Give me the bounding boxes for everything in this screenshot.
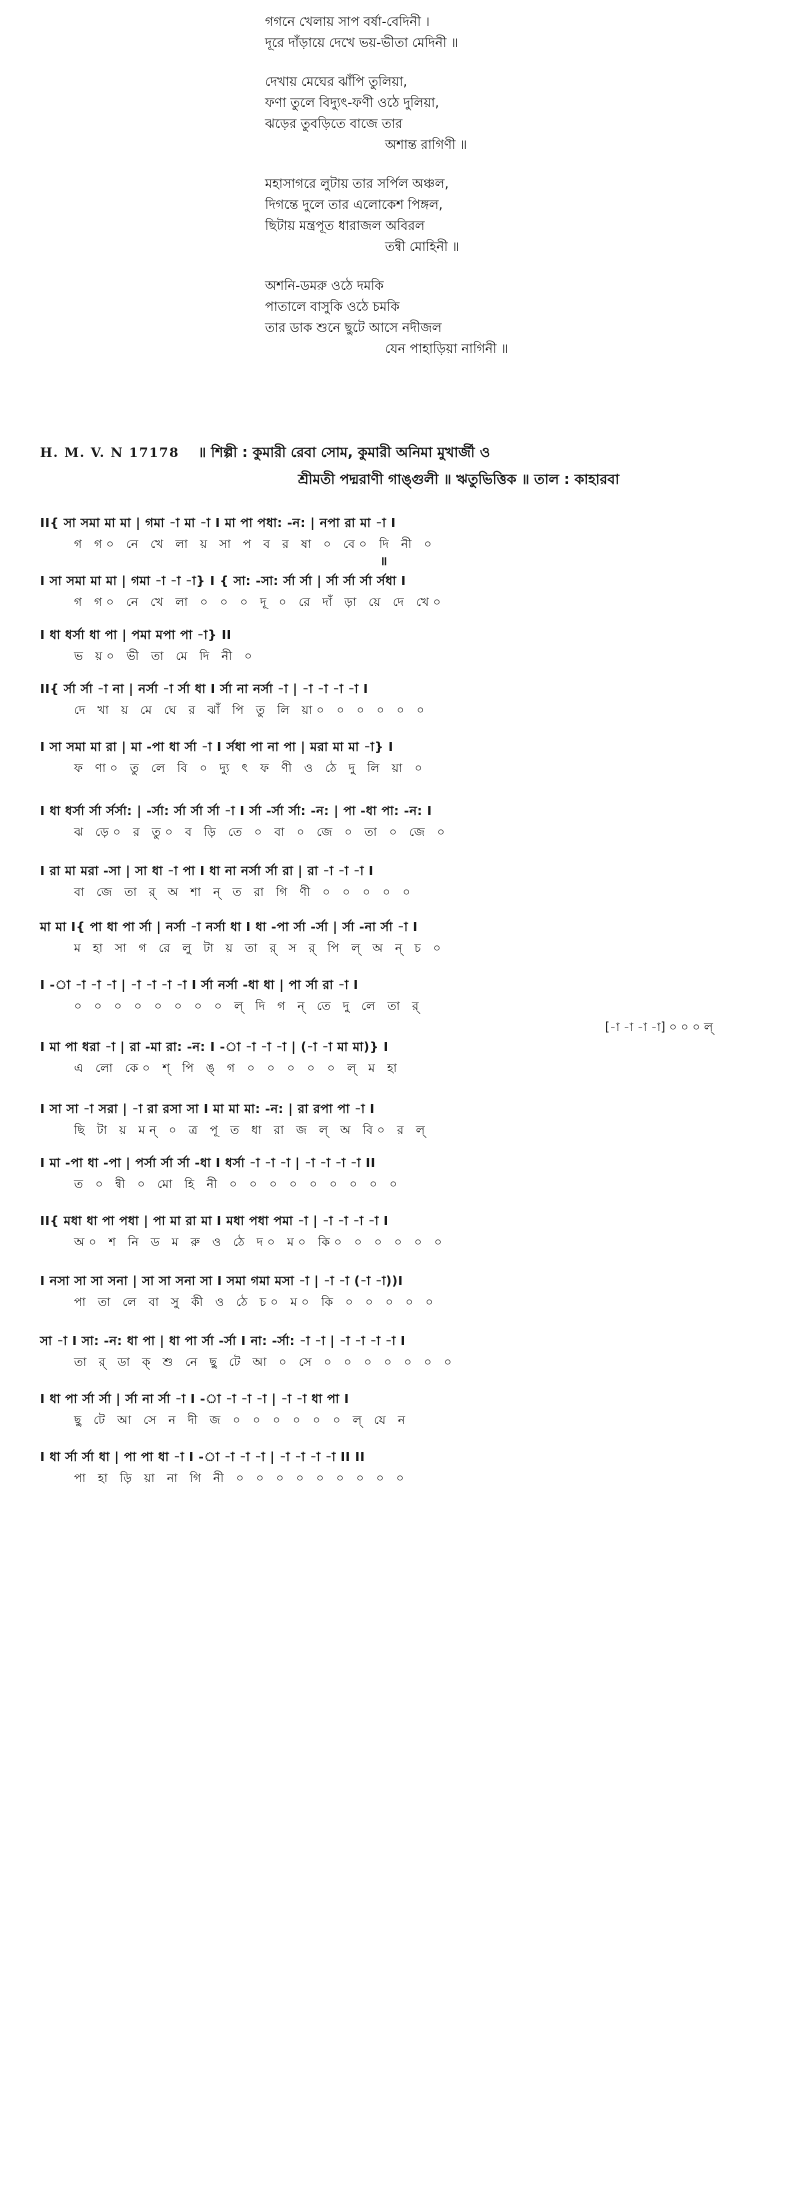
notation-block — [40, 1330, 780, 1372]
notation-lyric-row: ত ০ ন্বী ০ মো হি নী ০ ০ ০ ০ ০ ০ ০ ০ ০ — [74, 1177, 402, 1191]
notation-swara-row: I ধা র্সা র্সা ধা | পা পা ধা -া I -া -া -া -া | -া -া -া -া II II — [40, 1449, 365, 1464]
notation-swara-row: I নসা সা সা সনা | সা সা সনা সা I সমা গমা মসা -া | -া -া (-া -া))I — [40, 1273, 403, 1288]
notation-swara-row: II{ মধা ধা পা পধা | পা মা রা মা I মধা পধা পমা -া | -া -া -া -া I — [40, 1213, 389, 1228]
notation-swara-row: সা -া I সা: -ন: ধা পা | ধা পা র্সা -র্সা I না: -র্সা: -া -া | -া -া -া -া I — [40, 1333, 406, 1348]
lyrics-line: দেখায় মেঘের ঝাঁপি তুলিয়া, — [265, 75, 408, 90]
notation-block — [40, 974, 780, 1016]
notation-swara-row: I ধা ধর্সা ধা পা | পমা মপা পা -া} II — [40, 627, 232, 642]
notation-lyric-row: ম হা সা গ রে লু টা য় তা র্ স র্ পি ল্ অ ন্ চ ০ — [74, 941, 446, 955]
notation-block — [40, 1446, 780, 1488]
notation-block — [40, 1152, 780, 1194]
notation-block — [40, 916, 780, 958]
lyrics-line: যেন পাহাড়িয়া নাগিনী ॥ — [385, 342, 509, 357]
notation-swara-row: I সা সমা মা রা | মা -পা ধা র্সা -া I র্সধা পা না পা | মরা মা মা -া} I — [40, 739, 394, 754]
header-line-2: শ্রীমতী পদ্মরাণী গাঙ্গুলী ॥ ঋতুভিত্তিক ॥ তাল : কাহারবা — [298, 472, 620, 488]
notation-block — [40, 1018, 780, 1078]
notation-lyric-row: ছি টা য় মন্ ০ ত্র পূ ত ধা রা জ ল্ অ বি০ র ল্ — [74, 1123, 430, 1137]
lyrics-stanza-4 — [265, 276, 685, 360]
header-line-1 — [40, 440, 780, 467]
notation-block — [40, 736, 780, 778]
lyrics-stanza-1 — [265, 12, 685, 54]
notation-block — [40, 624, 780, 666]
notation-lyric-row: গ গ০ নে খে লা ০ ০ ০ দূ ০ রে দাঁ ড়া য়ে দে খে০ — [74, 595, 446, 609]
notation-block — [40, 1098, 780, 1140]
notation-lyric-row: দে খা য় মে ঘে র ঝাঁ পি তু লি য়া০ ০ ০ ০ ০ ০ — [74, 703, 429, 717]
lyrics-line: দিগন্তে দুলে তার এলোকেশ পিঙ্গল, — [265, 198, 443, 213]
notation-block — [40, 860, 780, 902]
notation-lyric-row: গ গ০ নে খে লা য় সা প ব র ষা ০ বে০ দি নী ০ — [74, 537, 436, 551]
notation-swara-row: I রা মা মরা -সা | সা ধা -া পা I ধা না নর্সা র্সা রা | রা -া -া -া I — [40, 863, 374, 878]
notation-swara-row: I মা -পা ধা -পা | পর্সা র্সা র্সা -ধা I ধর্সা -া -া -া | -া -া -া -া II — [40, 1155, 376, 1170]
notation-lyric-row: তা র্ ডা ক্ শু নে ছু টে আ ০ সে ০ ০ ০ ০ ০ ০ ০ — [74, 1355, 456, 1369]
lyrics-line: অশান্ত রাগিণী ॥ — [385, 138, 468, 153]
notation-lyric-row: অ০ শ নি ড ম রু ও ঠে দ০ ম০ কি০ ০ ০ ০ ০ ০ — [74, 1235, 447, 1249]
lyrics-line: গগনে খেলায় সাপ বর্ষা-বেদিনী । — [265, 15, 430, 30]
notation-bar-mark: ॥ — [380, 554, 388, 568]
notation-lyric-row: এ লো কে০ শ্ পি ঙ্ গ ০ ০ ০ ০ ০ ল্ ম হা — [74, 1061, 402, 1075]
notation-lyric-row: পা হা ড়ি য়া না গি নী ০ ০ ০ ০ ০ ০ ০ ০ ০ — [74, 1471, 409, 1485]
notation-lyric-row: ভ য়০ ভী তা মে দি নী ০ — [74, 649, 257, 663]
notation-lyric-row: ০ ০ ০ ০ ০ ০ ০ ০ ল্ দি গ ন্ তে দু লে তা র্ — [74, 999, 423, 1013]
song-lyrics — [265, 12, 685, 378]
notation-lyric-row: ফ ণা০ তু লে বি ০ দ্যু ৎ ফ ণী ও ঠে দু লি য়া ০ — [74, 761, 427, 775]
lyrics-line: মহাসাগরে লুটায় তার সর্পিল অঞ্চল, — [265, 177, 449, 192]
notation-swara-row: I মা পা ধরা -া | রা -মা রা: -ন: I -া -া -া -া | (-া -া মা মা)} I — [40, 1039, 389, 1054]
lyrics-line: দূরে দাঁড়ায়ে দেখে ভয়-ভীতা মেদিনী ॥ — [265, 36, 459, 51]
notation-block — [40, 678, 780, 720]
lyrics-line: ছিটায় মন্ত্রপূত ধারাজল অবিরল — [265, 219, 425, 234]
notation-block — [40, 512, 780, 554]
notation-swara-row: I সা সমা মা মা | গমা -া -া -া} I { সা: -সা: র্সা র্সা | র্সা র্সা র্সা র্সধা I — [40, 573, 406, 588]
notation-block — [40, 552, 780, 612]
notation-swara-row: II{ র্সা র্সা -া না | নর্সা -া র্সা ধা I র্সা না নর্সা -া | -া -া -া -া I — [40, 681, 369, 696]
record-number: H. M. V. N 17178 — [40, 446, 180, 461]
record-header — [40, 440, 780, 493]
swaralipi-notation — [40, 512, 780, 1488]
notation-lyric-row: ছু টে আ সে ন দী জ ০ ০ ০ ০ ০ ০ ল্ যে ন — [74, 1413, 410, 1427]
notation-swara-row: I ধা পা র্সা র্সা | র্সা না র্সা -া I -া -া -া -া | -া -া ধা পা I — [40, 1391, 350, 1406]
artist-credit: ॥ শিল্পী : কুমারী রেবা সোম, কুমারী অনিমা মুখার্জী ও — [198, 445, 490, 461]
notation-swara-row: II{ সা সমা মা মা | গমা -া মা -া I মা পা পধা: -ন: | নপা রা মা -া I — [40, 515, 396, 530]
notation-block — [40, 800, 780, 842]
lyrics-line: পাতালে বাসুকি ওঠে চমকি — [265, 300, 400, 315]
lyrics-stanza-3 — [265, 174, 685, 258]
notation-block — [40, 1270, 780, 1312]
notation-lyric-row: ঝ ড়ে০ র তু০ ব ড়ি তে ০ বা ০ জে ০ তা ০ জে ০ — [74, 825, 449, 839]
lyrics-line: অশনি-ডমরু ওঠে দমকি — [265, 279, 384, 294]
notation-swara-row: I -া -া -া -া | -া -া -া -া I র্সা নর্সা -ধা ধা | পা র্সা রা -া I — [40, 977, 359, 992]
notation-alt-ending: [-া -া -া -া] ০ ০ ০ ল্ — [605, 1020, 713, 1034]
lyrics-line: ফণা তুলে বিদ্যুৎ-ফণী ওঠে দুলিয়া, — [265, 96, 440, 111]
notation-block — [40, 1388, 780, 1430]
notation-swara-row: I ধা ধর্সা র্সা র্সর্সা: | -র্সা: র্সা র্সা র্সা -া I র্সা -র্সা র্সা: -ন: | পা -ধা পা: -ন: I — [40, 803, 432, 818]
lyrics-line: ঝড়ের তুবড়িতে বাজে তার — [265, 117, 403, 132]
notation-lyric-row: পা তা লে বা সু কী ও ঠে চ০ ম০ কি ০ ০ ০ ০ ০ — [74, 1295, 438, 1309]
lyrics-line: তার ডাক শুনে ছুটে আসে নদীজল — [265, 321, 442, 336]
lyrics-stanza-2 — [265, 72, 685, 156]
notation-swara-row: I সা সা -া সরা | -া রা রসা সা I মা মা মা: -ন: | রা রপা পা -া I — [40, 1101, 375, 1116]
notation-swara-row: মা মা I{ পা ধা পা র্সা | নর্সা -া নর্সা ধা I ধা -পা র্সা -র্সা | র্সা -না র্সা -া I — [40, 919, 418, 934]
lyrics-line: তন্বী মোহিনী ॥ — [385, 240, 460, 255]
notation-lyric-row: বা জে তা র্ অ শা ন্ ত রা গি ণী ০ ০ ০ ০ ০ — [74, 885, 415, 899]
notation-block — [40, 1210, 780, 1252]
